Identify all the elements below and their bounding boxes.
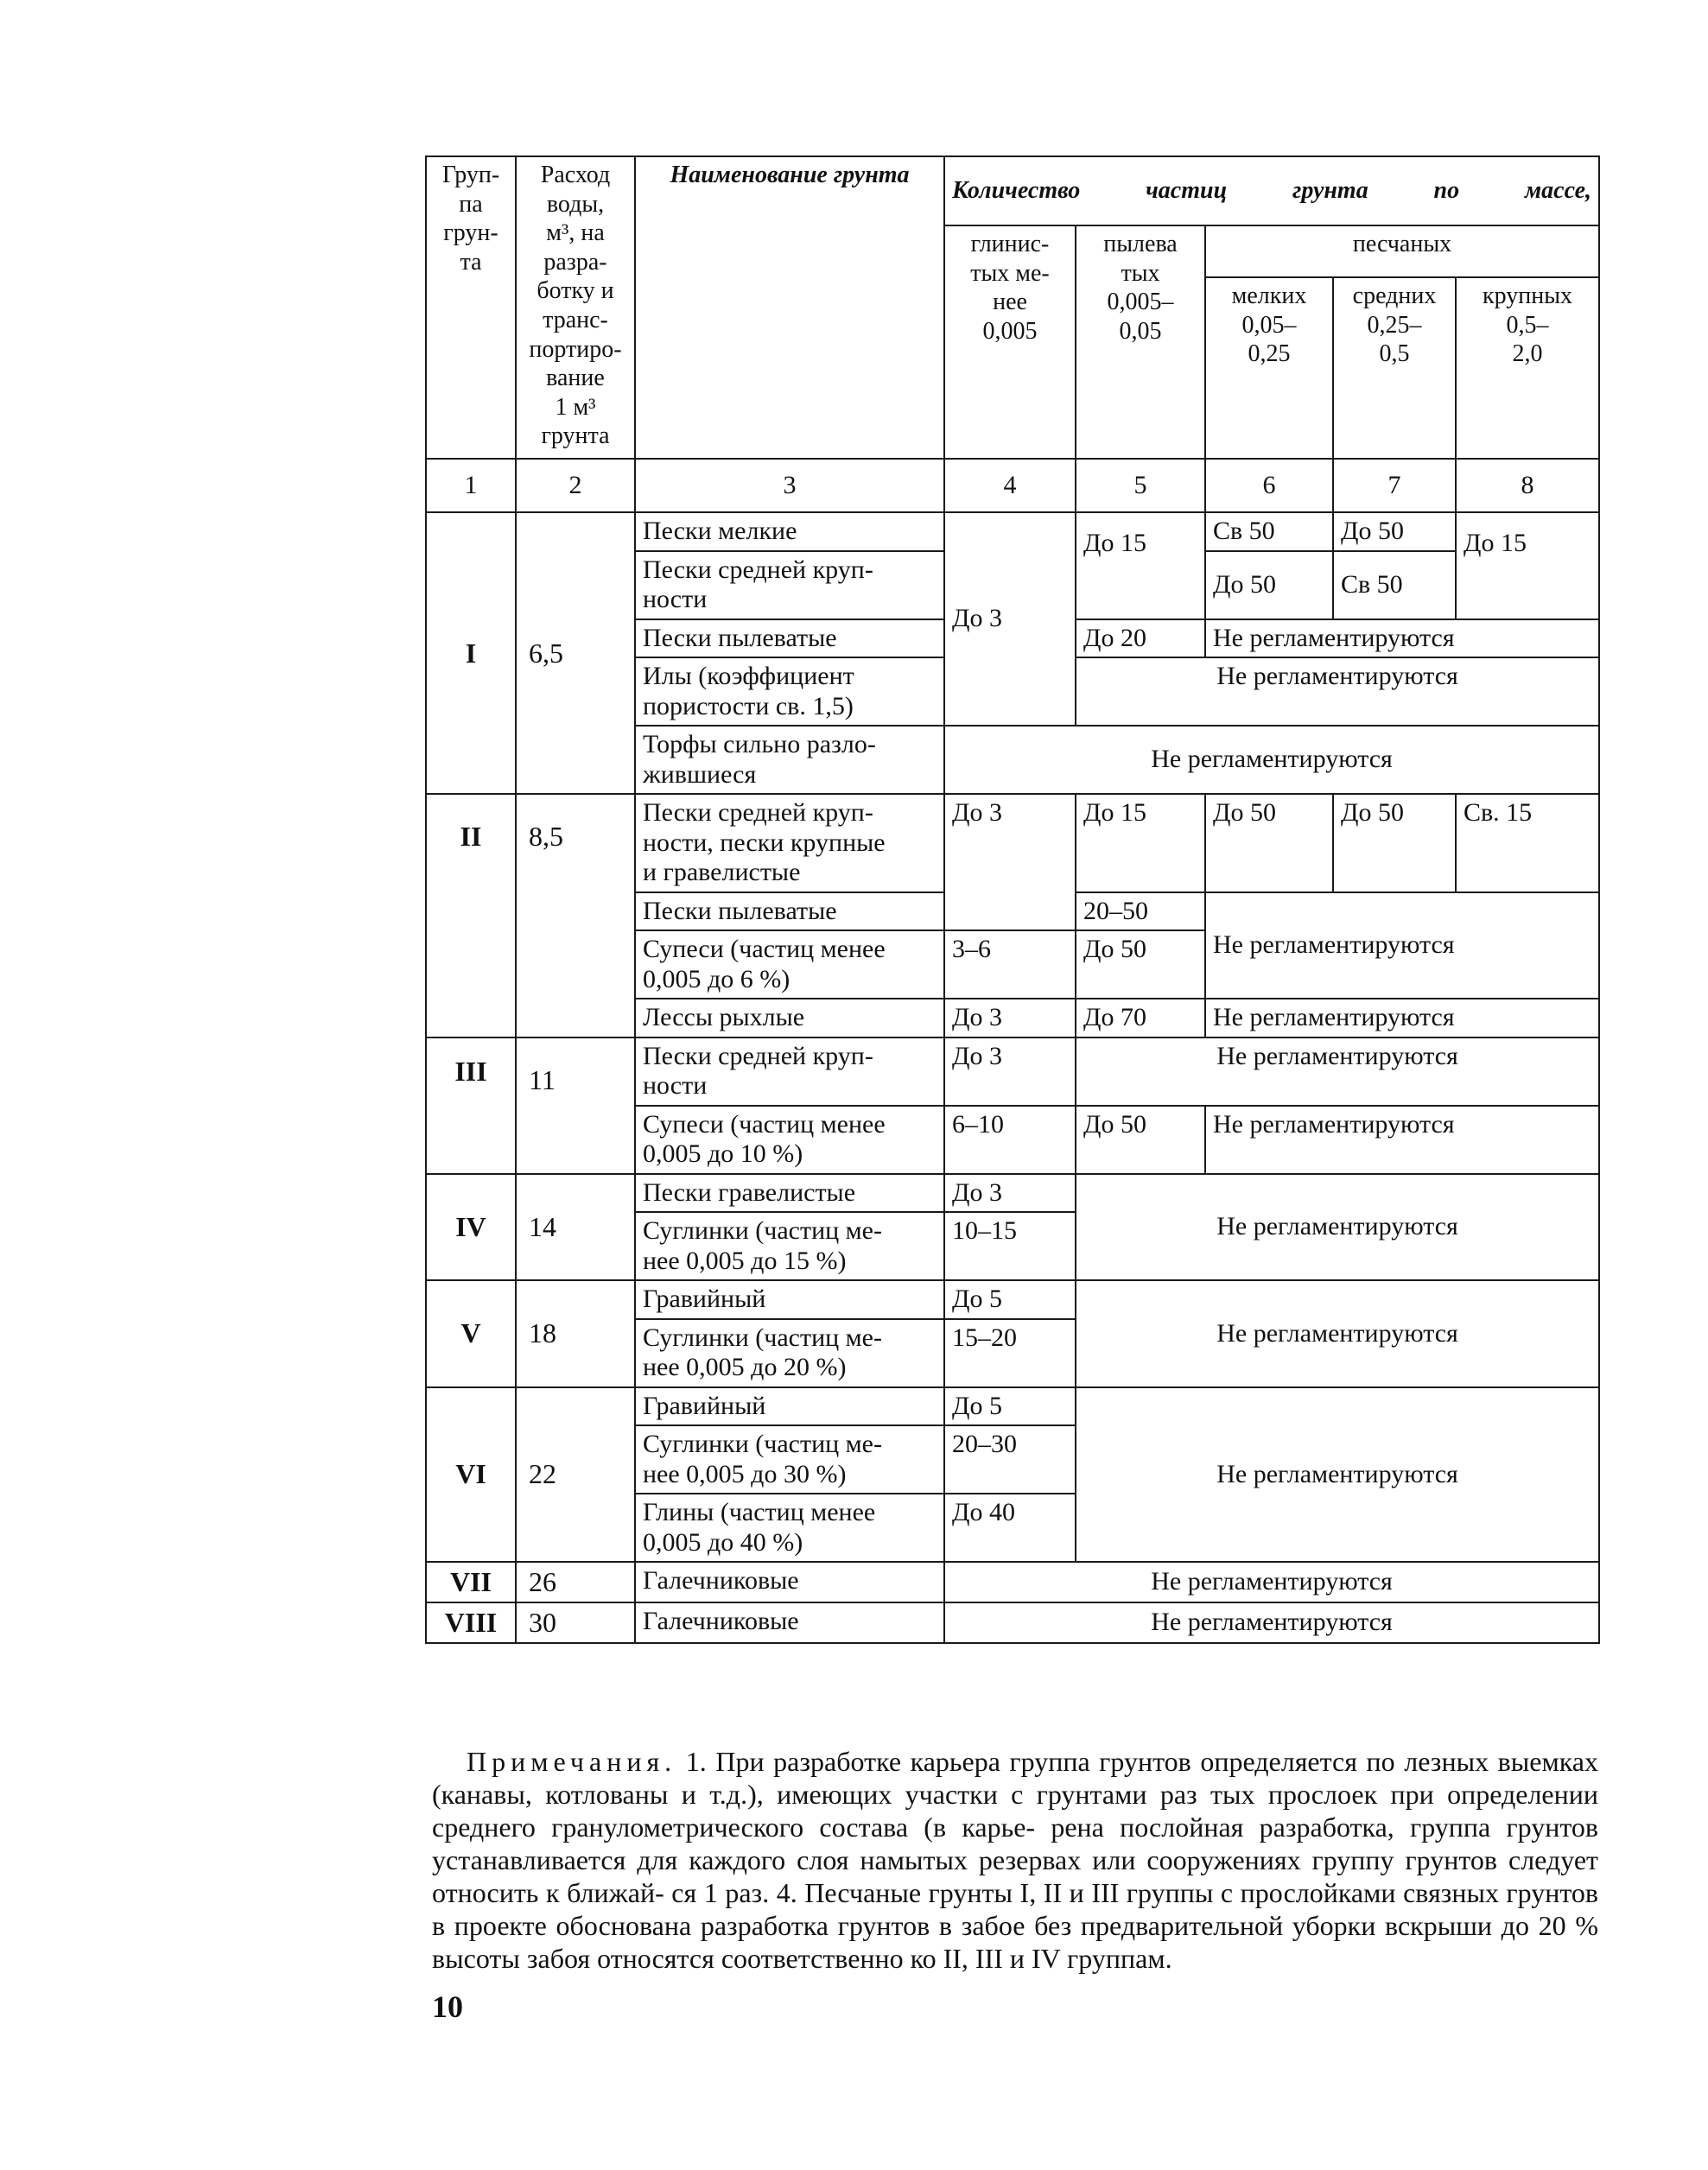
water-rate: 30 [516, 1602, 635, 1643]
clay-value: До 3 [944, 1174, 1076, 1213]
soil-name: Гравийный [635, 1280, 944, 1319]
group-label: III [426, 1037, 516, 1174]
not-regulated: Не регламентируются [1076, 1387, 1599, 1563]
soil-name: Пески средней круп- ности [635, 1037, 944, 1106]
dust-value: 20–50 [1076, 892, 1205, 931]
dust-value: До 20 [1076, 619, 1205, 658]
table-row [426, 794, 1599, 892]
soil-name: Галечниковые [635, 1562, 944, 1602]
table-row [426, 1174, 1599, 1213]
header-dust: пылева тых 0,005– 0,05 [1076, 225, 1205, 459]
header-clay: глинис- тых ме- нее 0,005 [944, 225, 1076, 459]
water-rate: 8,5 [516, 794, 635, 1037]
clay-value: 6–10 [944, 1106, 1076, 1174]
not-regulated: Не регламентируются [1076, 1174, 1599, 1281]
soil-groups-table [425, 155, 1600, 1644]
header-quantity: Количество частиц грунта по массе, [944, 156, 1599, 225]
soil-name: Гравийный [635, 1387, 944, 1426]
water-rate: 26 [516, 1562, 635, 1602]
soil-name: Пески гравелистые [635, 1174, 944, 1213]
water-rate: 11 [516, 1037, 635, 1174]
medium-value: До 50 [1333, 512, 1456, 551]
clay-value: До 40 [944, 1494, 1076, 1562]
col-number: 3 [635, 459, 944, 512]
col-number: 7 [1333, 459, 1456, 512]
header-medium: средних 0,25– 0,5 [1333, 277, 1456, 459]
table-row [426, 1280, 1599, 1319]
group-label: VI [426, 1387, 516, 1563]
not-regulated: Не регламентируются [944, 726, 1599, 794]
header-group: Груп- па грун- та [426, 156, 516, 459]
soil-name: Пески средней круп- ности, пески крупные и гравелистые [635, 794, 944, 892]
not-regulated: Не регламентируются [1076, 1037, 1599, 1106]
clay-value: 3–6 [944, 930, 1076, 999]
col-number: 8 [1456, 459, 1599, 512]
table-row [426, 1562, 1599, 1602]
notes-text: 1. При разработке карьера группа грунтов определяется по лезных выемках (канавы, котлованы и т.д.), имеющих участки с грунтами раз тых прослоек при определении среднего гранулометрического состава (в карье- рена послойная разработка, группа грунтов устанавливается для каждого слоя намытых резервах или сооружениях группу грунтов следует относить к ближай- ся 1 раз. 4. Песчаные грунты I, II и III группы с прослойками связных грунтов в проекте обоснована разработка грунтов в забое без предварительной уборки вскрыши до 20 % высоты забоя относятся соответственно ко II, III и IV группам. [432, 1746, 1598, 1974]
soil-name: Суглинки (частиц ме- нее 0,005 до 30 %) [635, 1425, 944, 1494]
col-number: 6 [1205, 459, 1333, 512]
group-label: VIII [426, 1602, 516, 1643]
dust-value: До 50 [1076, 1106, 1205, 1174]
header-name: Наименование грунта [635, 156, 944, 459]
header-fine: мелких 0,05– 0,25 [1205, 277, 1333, 459]
not-regulated: Не регламентируются [944, 1602, 1599, 1643]
medium-value: Св 50 [1333, 551, 1456, 619]
not-regulated: Не регламентируются [1076, 657, 1599, 726]
not-regulated: Не регламентируются [1205, 1106, 1599, 1174]
clay-value: До 5 [944, 1387, 1076, 1426]
clay-value: 20–30 [944, 1425, 1076, 1494]
soil-name: Пески мелкие [635, 512, 944, 551]
clay-value: 15–20 [944, 1319, 1076, 1387]
not-regulated: Не регламентируются [1076, 1280, 1599, 1387]
dust-value: До 15 [1076, 512, 1205, 619]
col-number: 2 [516, 459, 635, 512]
not-regulated: Не регламентируются [1205, 892, 1599, 999]
water-rate: 14 [516, 1174, 635, 1281]
notes [432, 1745, 1598, 1975]
dust-value: До 70 [1076, 999, 1205, 1037]
soil-name: Илы (коэффициент пористости св. 1,5) [635, 657, 944, 726]
soil-name: Глины (частиц менее 0,005 до 40 %) [635, 1494, 944, 1562]
table-row [426, 1602, 1599, 1643]
clay-value: До 3 [944, 794, 1076, 930]
soil-name: Лессы рыхлые [635, 999, 944, 1037]
clay-value: До 5 [944, 1280, 1076, 1319]
group-label: VII [426, 1562, 516, 1602]
group-label: V [426, 1280, 516, 1387]
water-rate: 6,5 [516, 512, 635, 794]
col-number: 5 [1076, 459, 1205, 512]
clay-value: 10–15 [944, 1212, 1076, 1280]
soil-name: Галечниковые [635, 1602, 944, 1643]
fine-value: До 50 [1205, 794, 1333, 892]
header-water: Расход воды, м³, на разра- ботку и транс- портиро- вание 1 м³ грунта [516, 156, 635, 459]
group-label: IV [426, 1174, 516, 1281]
soil-name: Пески средней круп- ности [635, 551, 944, 619]
soil-name: Супеси (частиц менее 0,005 до 6 %) [635, 930, 944, 999]
header-sand: песчаных [1205, 225, 1599, 277]
col-number: 4 [944, 459, 1076, 512]
clay-value: До 3 [944, 1037, 1076, 1106]
fine-value: Св 50 [1205, 512, 1333, 551]
dust-value: До 50 [1076, 930, 1205, 999]
not-regulated: Не регламентируются [1205, 999, 1599, 1037]
soil-name: Суглинки (частиц ме- нее 0,005 до 15 %) [635, 1212, 944, 1280]
header-coarse: крупных 0,5– 2,0 [1456, 277, 1599, 459]
group-label: II [426, 794, 516, 1037]
page-number: 10 [432, 1989, 463, 2024]
soil-name: Торфы сильно разло- жившиеся [635, 726, 944, 794]
not-regulated: Не регламентируются [944, 1562, 1599, 1602]
table-row [426, 512, 1599, 551]
group-label: I [426, 512, 516, 794]
not-regulated: Не регламентируются [1205, 619, 1599, 658]
col-number: 1 [426, 459, 516, 512]
coarse-value: Св. 15 [1456, 794, 1599, 892]
dust-value: До 15 [1076, 794, 1205, 892]
soil-name: Суглинки (частиц ме- нее 0,005 до 20 %) [635, 1319, 944, 1387]
table-row [426, 1037, 1599, 1106]
soil-name: Пески пылеватые [635, 892, 944, 931]
coarse-value: До 15 [1456, 512, 1599, 619]
water-rate: 18 [516, 1280, 635, 1387]
clay-value: До 3 [944, 512, 1076, 726]
water-rate: 22 [516, 1387, 635, 1563]
fine-value: До 50 [1205, 551, 1333, 619]
medium-value: До 50 [1333, 794, 1456, 892]
notes-label: Примечания. [467, 1746, 677, 1777]
clay-value: До 3 [944, 999, 1076, 1037]
soil-name: Пески пылеватые [635, 619, 944, 658]
soil-name: Супеси (частиц менее 0,005 до 10 %) [635, 1106, 944, 1174]
table-row [426, 1387, 1599, 1426]
